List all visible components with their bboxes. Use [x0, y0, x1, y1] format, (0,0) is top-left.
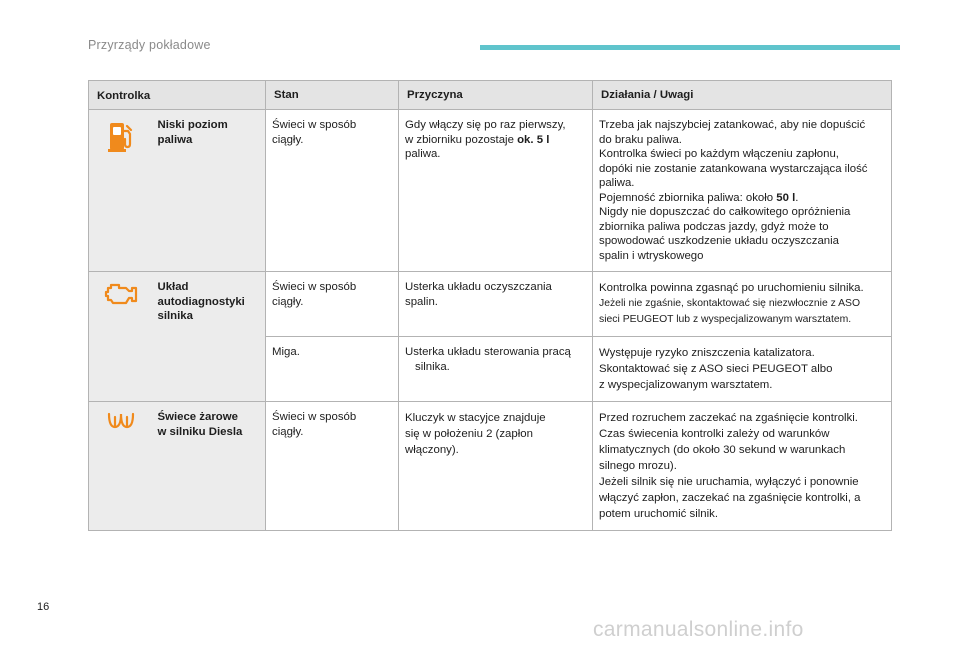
page-number: 16 — [37, 601, 50, 613]
light-name: Świece żarowe w silniku Diesla — [154, 402, 266, 531]
actions-cell: Kontrolka powinna zgasnąć po uruchomieniu silnika. Jeżeli nie zgaśnie, skontaktować się niezwłocznie z ASO sieci PEUGEOT lub z wyspecjalizowanym warsztatem. — [593, 272, 892, 337]
engine-icon — [104, 282, 138, 306]
table-header-row — [89, 81, 892, 110]
light-name: Układ autodiagnostyki silnika — [154, 272, 266, 402]
header-actions: Działania / Uwagi — [593, 81, 892, 110]
header-cause: Przyczyna — [399, 81, 593, 110]
actions-cell: Występuje ryzyko zniszczenia katalizatora. Skontaktować się z ASO sieci PEUGEOT albo z wyspecjalizowanym warsztatem. — [593, 337, 892, 402]
table-row — [89, 272, 892, 337]
state-cell: Miga. — [266, 337, 399, 402]
cause-cell: Usterka układu sterowania pracą silnika. — [399, 337, 593, 402]
icon-cell — [89, 272, 154, 402]
cause-cell: Kluczyk w stacyjce znajduje się w położeniu 2 (zapłon włączony). — [399, 402, 593, 531]
state-cell: Świeci w sposób ciągły. — [266, 110, 399, 272]
warning-lights-table — [88, 80, 892, 531]
state-cell: Świeci w sposób ciągły. — [266, 272, 399, 337]
header-state: Stan — [266, 81, 399, 110]
actions-cell: Przed rozruchem zaczekać na zgaśnięcie kontrolki. Czas świecenia kontrolki zależy od warunków klimatycznych (do około 30 sekund w warunkach silnego mrozu). Jeżeli silnik się nie uruchamia, wyłączyć i ponownie włączyć zapłon, zaczekać na zgaśnięcie kontrolki, a potem uruchomić silnik. — [593, 402, 892, 531]
icon-cell — [89, 402, 154, 531]
section-title: Przyrządy pokładowe — [88, 38, 211, 52]
light-name: Niski poziom paliwa — [154, 110, 266, 272]
header-light: Kontrolka — [89, 81, 266, 110]
cause-cell: Usterka układu oczyszczania spalin. — [399, 272, 593, 337]
table-row — [89, 402, 892, 531]
icon-cell — [89, 110, 154, 272]
cause-cell: Gdy włączy się po raz pierwszy, w zbiorniku pozostaje ok. 5 l paliwa. — [399, 110, 593, 272]
section-accent-bar — [480, 45, 900, 50]
state-cell: Świeci w sposób ciągły. — [266, 402, 399, 531]
fuel-pump-icon — [108, 120, 134, 154]
actions-cell: Trzeba jak najszybciej zatankować, aby nie dopuścić do braku paliwa. Kontrolka świeci po każdym włączeniu zapłonu, dopóki nie zostanie zatankowana wystarczająca ilość paliwa. Pojemność zbiornika paliwa: około 50 l. Nigdy nie dopuszczać do całkowitego opróżnienia zbiornika paliwa podczas jazdy, gdyż może to spowodować uszkodzenie układu oczyszczania spalin i wtryskowego — [593, 110, 892, 272]
watermark: carmanualsonline.info — [593, 618, 804, 641]
glow-plug-icon — [106, 412, 136, 430]
table-row — [89, 110, 892, 272]
